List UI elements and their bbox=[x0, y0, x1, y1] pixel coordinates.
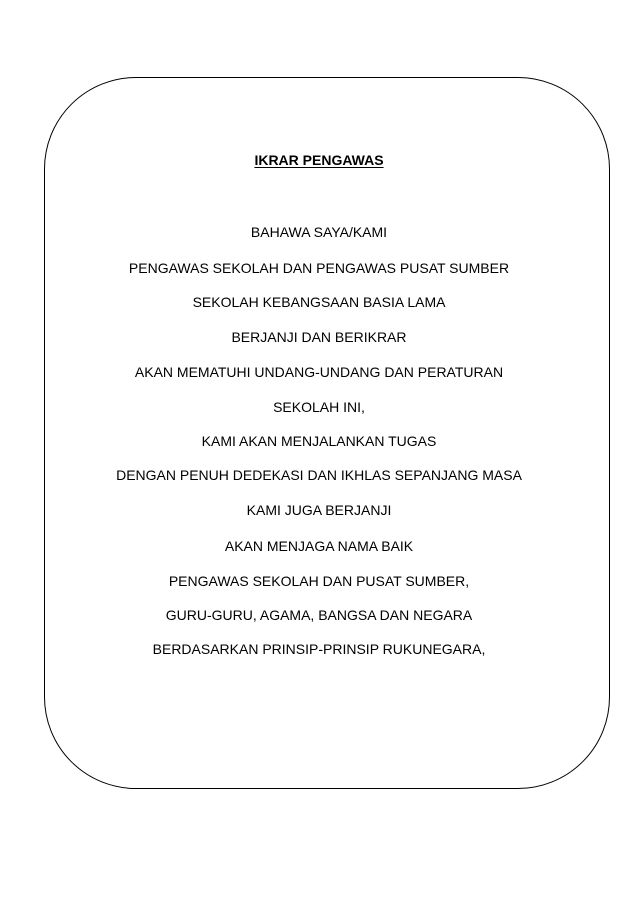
pledge-line: BERJANJI DAN BERIKRAR bbox=[231, 329, 407, 345]
pledge-line: BERDASARKAN PRINSIP-PRINSIP RUKUNEGARA, bbox=[152, 641, 486, 657]
document-title: IKRAR PENGAWAS bbox=[254, 152, 384, 168]
pledge-line: PENGAWAS SEKOLAH DAN PENGAWAS PUSAT SUMBER bbox=[128, 260, 510, 276]
pledge-line: AKAN MENJAGA NAMA BAIK bbox=[224, 538, 414, 554]
pledge-line: GURU-GURU, AGAMA, BANGSA DAN NEGARA bbox=[165, 607, 473, 623]
pledge-line: AKAN MEMATUHI UNDANG-UNDANG DAN PERATURAN bbox=[134, 364, 504, 380]
pledge-line: PENGAWAS SEKOLAH DAN PUSAT SUMBER, bbox=[168, 573, 470, 589]
pledge-line: KAMI AKAN MENJALANKAN TUGAS bbox=[201, 433, 437, 449]
pledge-line: SEKOLAH INI, bbox=[273, 399, 365, 415]
pledge-line: KAMI JUGA BERJANJI bbox=[246, 502, 392, 518]
pledge-line: SEKOLAH KEBANGSAAN BASIA LAMA bbox=[192, 294, 446, 310]
pledge-line: DENGAN PENUH DEDEKASI DAN IKHLAS SEPANJANG MASA bbox=[116, 467, 522, 483]
pledge-line: BAHAWA SAYA/KAMI bbox=[250, 224, 388, 240]
